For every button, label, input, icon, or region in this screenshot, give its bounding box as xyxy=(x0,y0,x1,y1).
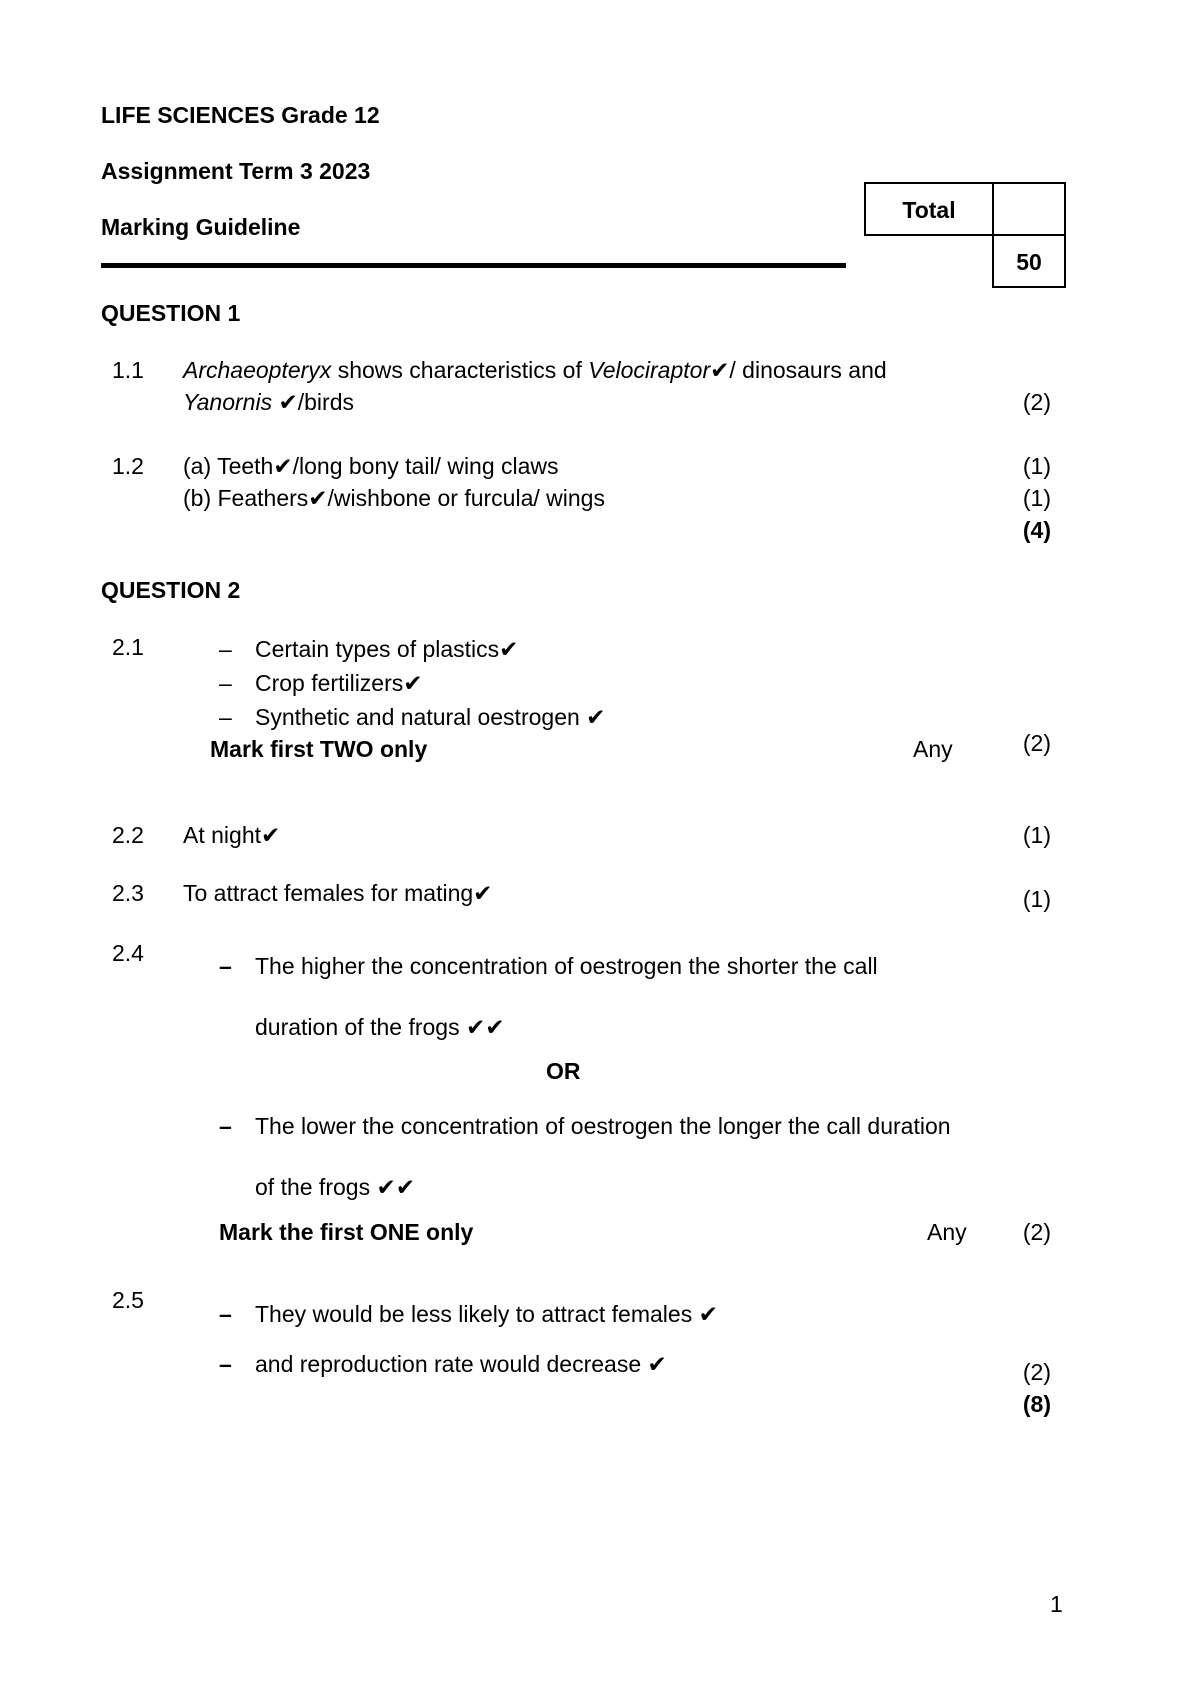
item-number: 2.2 xyxy=(112,822,144,848)
or-separator: OR xyxy=(546,1058,581,1084)
mark: (2) xyxy=(1022,389,1051,415)
mark: (1) xyxy=(1022,485,1051,511)
answer-text: (b) Feathers✔/wishbone or furcula/ wings xyxy=(183,485,605,511)
answer-part: ✔/ dinosaurs and xyxy=(710,357,887,383)
section-total: (8) xyxy=(1022,1391,1051,1417)
total-empty-cell xyxy=(992,182,1066,236)
total-value: 50 xyxy=(1016,249,1042,275)
item-number: 1.1 xyxy=(112,357,144,383)
answer-italic: Velociraptor xyxy=(588,357,711,383)
page-number: 1 xyxy=(1050,1591,1063,1617)
header-rule xyxy=(101,263,846,268)
any-label: Any xyxy=(913,736,953,762)
mark: (1) xyxy=(1022,453,1051,479)
answer-text: The higher the concentration of oestrogen the shorter the call xyxy=(255,953,878,979)
mark: (2) xyxy=(1022,1219,1051,1245)
answer-text xyxy=(183,356,887,384)
doc-subtitle: Assignment Term 3 2023 xyxy=(101,158,371,184)
bullet-dash: – xyxy=(219,953,232,979)
answer-text: The lower the concentration of oestrogen the longer the call duration xyxy=(255,1113,951,1139)
bullet-text: Certain types of plastics✔ xyxy=(255,636,519,662)
answer-text: To attract females for mating✔ xyxy=(183,880,493,906)
question-2-title: QUESTION 2 xyxy=(101,577,241,603)
bullet-text: Synthetic and natural oestrogen ✔ xyxy=(255,704,606,730)
bullet-dash: – xyxy=(219,1351,232,1377)
total-label: Total xyxy=(902,197,956,223)
answer-italic: Yanornis xyxy=(183,389,273,415)
bullet-dash: – xyxy=(219,1113,232,1139)
item-number: 2.3 xyxy=(112,880,144,906)
answer-text xyxy=(183,388,354,416)
item-number: 2.1 xyxy=(112,634,144,660)
answer-text: and reproduction rate would decrease ✔ xyxy=(255,1351,667,1377)
bullet-dash: – xyxy=(219,636,232,662)
bullet-dash: – xyxy=(219,1301,232,1327)
mark: (2) xyxy=(1022,1359,1051,1385)
item-number: 2.4 xyxy=(112,940,144,966)
any-label: Any xyxy=(927,1219,967,1245)
doc-heading: Marking Guideline xyxy=(101,214,301,240)
marking-note: Mark the first ONE only xyxy=(219,1219,474,1245)
section-total: (4) xyxy=(1022,517,1051,543)
bullet-dash: – xyxy=(219,704,232,730)
item-number: 2.5 xyxy=(112,1287,144,1313)
marking-note: Mark first TWO only xyxy=(210,736,428,762)
answer-text: duration of the frogs ✔✔ xyxy=(255,1014,505,1040)
answer-text: of the frogs ✔✔ xyxy=(255,1174,416,1200)
bullet-dash: – xyxy=(219,670,232,696)
answer-text: At night✔ xyxy=(183,822,281,848)
answer-part: shows characteristics of xyxy=(331,357,589,383)
answer-italic: Archaeopteryx xyxy=(183,357,332,383)
mark: (2) xyxy=(1022,730,1051,756)
mark: (1) xyxy=(1022,886,1051,912)
answer-text: They would be less likely to attract females ✔ xyxy=(255,1301,718,1327)
question-1-title: QUESTION 1 xyxy=(101,300,241,326)
doc-title: LIFE SCIENCES Grade 12 xyxy=(101,102,380,128)
answer-part: ✔/birds xyxy=(272,389,354,415)
mark: (1) xyxy=(1022,822,1051,848)
answer-text: (a) Teeth✔/long bony tail/ wing claws xyxy=(183,453,559,479)
bullet-text: Crop fertilizers✔ xyxy=(255,670,423,696)
item-number: 1.2 xyxy=(112,453,144,479)
